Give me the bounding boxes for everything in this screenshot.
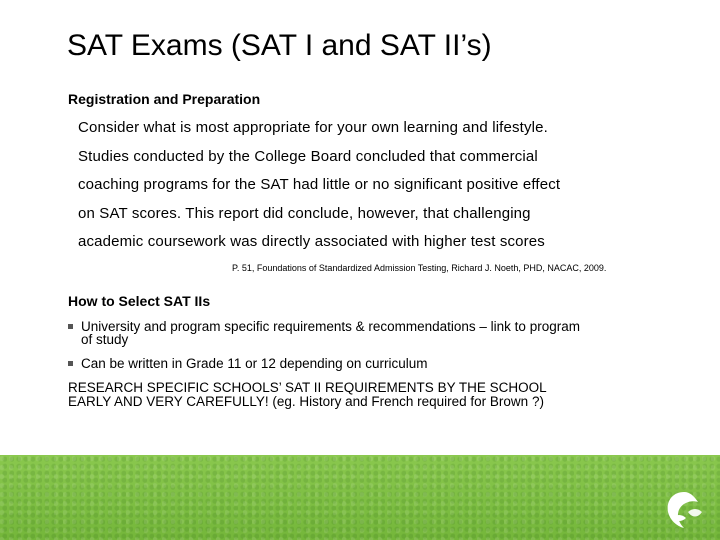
square-bullet-icon <box>68 324 73 329</box>
notice-line: RESEARCH SPECIFIC SCHOOLS’ SAT II REQUIREMENTS BY THE SCHOOL <box>68 380 547 395</box>
square-bullet-icon <box>68 361 73 366</box>
bullet-item <box>68 320 658 346</box>
bullet-text-continued: of study <box>81 332 129 347</box>
bullet-text: Can be written in Grade 11 or 12 depending on curriculum <box>81 356 428 371</box>
notice-line: EARLY AND VERY CAREFULLY! (eg. History and French required for Brown ?) <box>68 393 544 409</box>
registration-heading: Registration and Preparation <box>68 91 261 107</box>
paragraph-line: Studies conducted by the College Board concluded that commercial <box>78 147 538 165</box>
paragraph-line: Consider what is most appropriate for your own learning and lifestyle. <box>78 119 548 136</box>
bullet-item <box>68 357 658 370</box>
paragraph-line: coaching programs for the SAT had little or no significant positive effect <box>78 176 561 194</box>
paragraph-line: academic coursework was directly associated with higher test scores <box>78 233 545 251</box>
bullet-text: University and program specific requirements & recommendations – link to program <box>81 319 580 334</box>
slide-title: SAT Exams (SAT I and SAT II’s) <box>67 29 492 62</box>
footer-band <box>0 455 720 540</box>
research-notice <box>68 381 547 408</box>
citation: P. 51, Foundations of Standardized Admission Testing, Richard J. Noeth, PHD, NACAC, 2009. <box>232 263 607 273</box>
leaf-swirl-logo-icon <box>662 488 706 532</box>
registration-paragraph <box>78 114 658 257</box>
select-heading: How to Select SAT IIs <box>68 293 211 309</box>
paragraph-line: on SAT scores. This report did conclude, however, that challenging <box>78 204 531 222</box>
